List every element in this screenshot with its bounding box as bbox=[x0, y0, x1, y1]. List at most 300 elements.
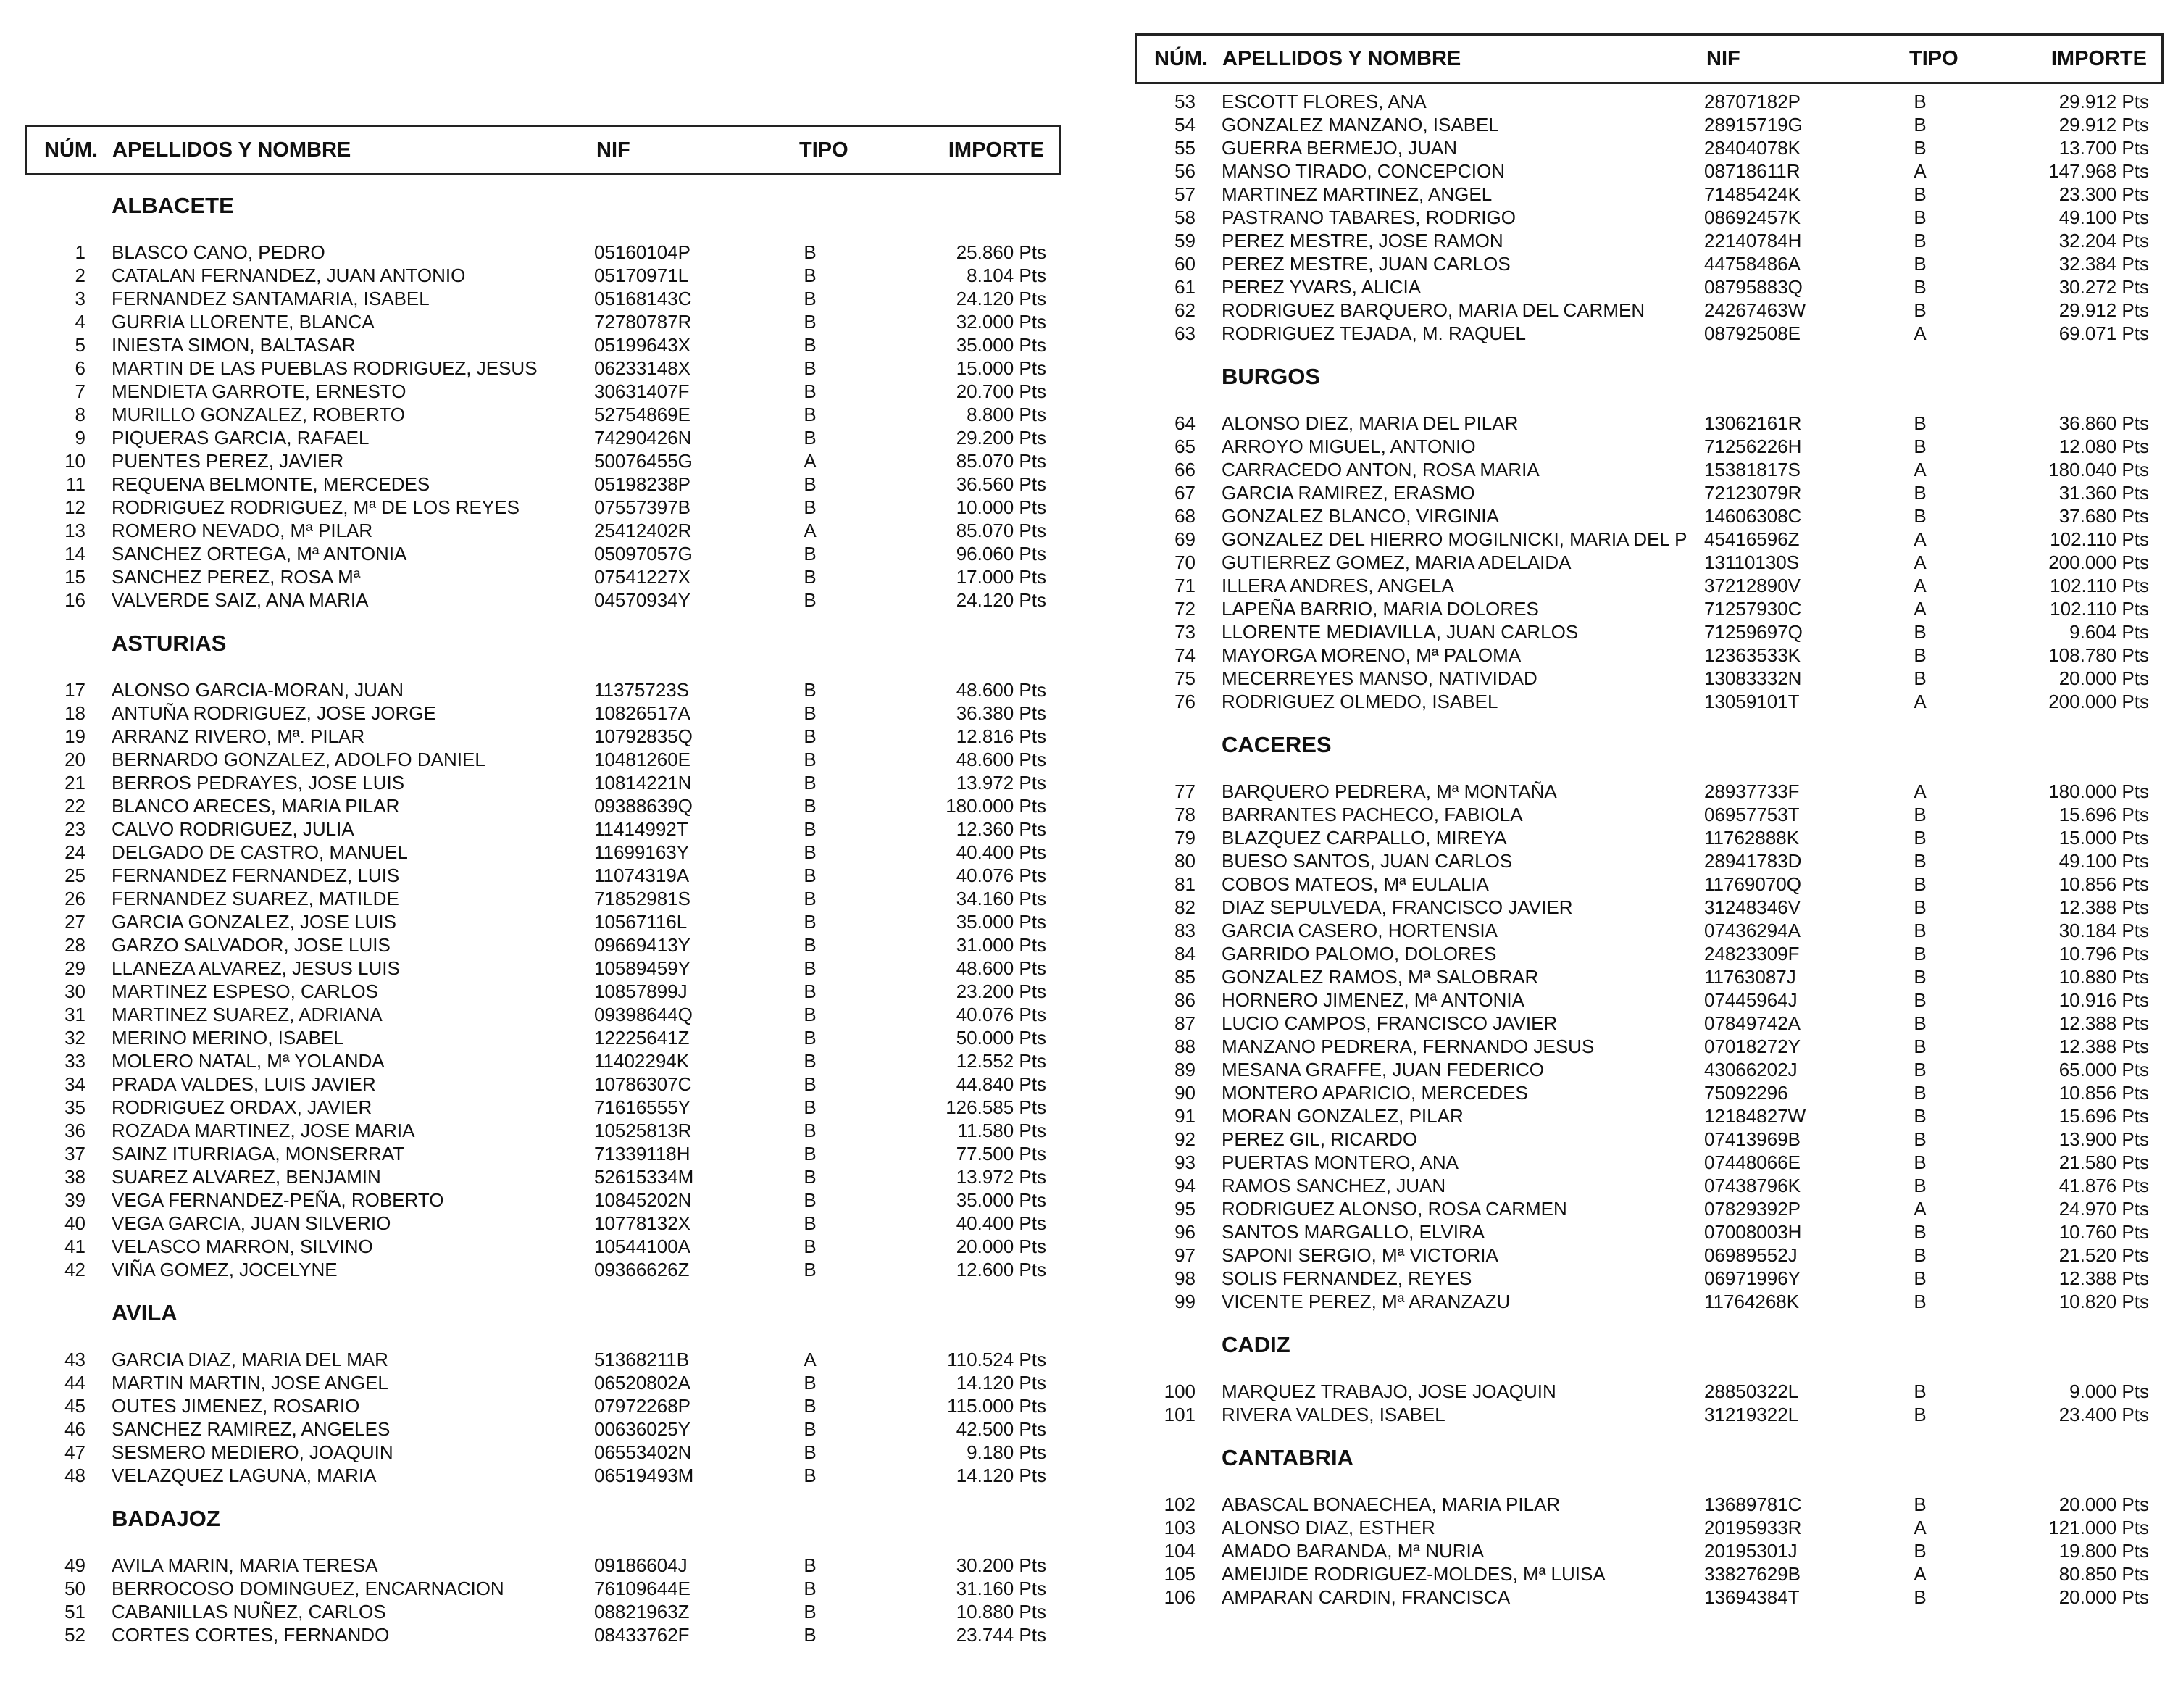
row-tipo: B bbox=[804, 1624, 817, 1646]
row-tipo: B bbox=[1914, 1059, 1927, 1080]
row-importe: 24.970 Pts bbox=[2058, 1198, 2149, 1220]
table-row bbox=[25, 1417, 1061, 1441]
table-row bbox=[25, 910, 1061, 933]
row-nif: 07829392P bbox=[1704, 1198, 1801, 1220]
row-importe: 15.696 Pts bbox=[2058, 1105, 2149, 1127]
row-tipo: A bbox=[1914, 322, 1927, 344]
row-importe: 12.388 Pts bbox=[2058, 1012, 2149, 1034]
table-row bbox=[1135, 965, 2164, 988]
row-nif: 10567116L bbox=[594, 911, 688, 933]
row-name: FERNANDEZ FERNANDEZ, LUIS bbox=[112, 865, 400, 886]
row-num: 1 bbox=[75, 241, 85, 263]
table-row bbox=[1135, 780, 2164, 803]
table-row bbox=[25, 841, 1061, 864]
row-num: 86 bbox=[1174, 989, 1196, 1011]
table-row bbox=[25, 403, 1061, 426]
row-nif: 28707182P bbox=[1704, 91, 1801, 112]
row-name: GARZO SALVADOR, JOSE LUIS bbox=[112, 934, 391, 956]
row-nif: 74290426N bbox=[594, 427, 692, 449]
row-num: 9 bbox=[75, 427, 85, 449]
row-importe: 121.000 Pts bbox=[2048, 1517, 2149, 1538]
row-num: 65 bbox=[1174, 436, 1196, 457]
row-importe: 20.000 Pts bbox=[956, 1236, 1046, 1257]
table-row bbox=[25, 333, 1061, 357]
row-tipo: B bbox=[804, 380, 817, 402]
left-column bbox=[25, 125, 1061, 1646]
row-name: GARCIA RAMIREZ, ERASMO bbox=[1222, 482, 1475, 504]
row-name: MONTERO APARICIO, MERCEDES bbox=[1222, 1082, 1528, 1104]
table-row bbox=[25, 472, 1061, 496]
row-importe: 30.200 Pts bbox=[956, 1554, 1046, 1576]
row-tipo: A bbox=[1914, 575, 1927, 596]
row-importe: 10.820 Pts bbox=[2058, 1291, 2149, 1312]
row-num: 38 bbox=[64, 1166, 85, 1188]
row-name: COBOS MATEOS, Mª EULALIA bbox=[1222, 873, 1489, 895]
row-nif: 31248346V bbox=[1704, 896, 1801, 918]
province-section bbox=[25, 1501, 1061, 1646]
row-tipo: B bbox=[1914, 1175, 1927, 1196]
row-name: RODRIGUEZ TEJADA, M. RAQUEL bbox=[1222, 322, 1526, 344]
table-row bbox=[25, 1096, 1061, 1119]
table-row bbox=[25, 864, 1061, 887]
table-row bbox=[25, 817, 1061, 841]
row-name: PEREZ MESTRE, JUAN CARLOS bbox=[1222, 253, 1511, 275]
header-num: NÚM. bbox=[1154, 47, 1209, 70]
row-tipo: A bbox=[1914, 160, 1927, 182]
table-row bbox=[1135, 551, 2164, 574]
row-num: 15 bbox=[64, 566, 85, 588]
row-num: 23 bbox=[64, 818, 85, 840]
row-tipo: B bbox=[1914, 183, 1927, 205]
row-tipo: A bbox=[804, 520, 817, 541]
row-importe: 10.916 Pts bbox=[2058, 989, 2149, 1011]
row-tipo: B bbox=[1914, 1586, 1927, 1608]
row-num: 40 bbox=[64, 1212, 85, 1234]
row-nif: 28915719G bbox=[1704, 114, 1803, 136]
province-title: ASTURIAS bbox=[112, 630, 227, 656]
row-importe: 110.524 Pts bbox=[947, 1349, 1046, 1370]
row-nif: 11074319A bbox=[594, 865, 690, 886]
row-num: 29 bbox=[64, 957, 85, 979]
row-name: MOLERO NATAL, Mª YOLANDA bbox=[112, 1050, 385, 1072]
row-nif: 09186604J bbox=[594, 1554, 688, 1576]
row-importe: 8.800 Pts bbox=[967, 404, 1046, 425]
row-num: 30 bbox=[64, 980, 85, 1002]
row-num: 41 bbox=[64, 1236, 85, 1257]
row-nif: 04570934Y bbox=[594, 589, 691, 611]
table-row bbox=[25, 1464, 1061, 1487]
row-num: 27 bbox=[64, 911, 85, 933]
row-nif: 07849742A bbox=[1704, 1012, 1801, 1034]
row-num: 35 bbox=[64, 1096, 85, 1118]
row-importe: 200.000 Pts bbox=[2048, 551, 2149, 573]
row-tipo: B bbox=[1914, 137, 1927, 159]
row-name: MAYORGA MORENO, Mª PALOMA bbox=[1222, 644, 1522, 666]
row-tipo: B bbox=[1914, 667, 1927, 689]
table-row bbox=[1135, 1290, 2164, 1313]
row-importe: 180.000 Pts bbox=[2048, 780, 2149, 802]
row-importe: 40.400 Pts bbox=[956, 841, 1046, 863]
row-tipo: B bbox=[1914, 482, 1927, 504]
row-num: 104 bbox=[1164, 1540, 1196, 1562]
table-row bbox=[25, 771, 1061, 794]
row-tipo: B bbox=[804, 749, 817, 770]
row-tipo: B bbox=[804, 427, 817, 449]
row-num: 59 bbox=[1174, 230, 1196, 251]
row-importe: 85.070 Pts bbox=[956, 520, 1046, 541]
table-row bbox=[1135, 252, 2164, 275]
row-importe: 69.071 Pts bbox=[2058, 322, 2149, 344]
row-tipo: A bbox=[1914, 459, 1927, 480]
row-nif: 22140784H bbox=[1704, 230, 1802, 251]
row-num: 53 bbox=[1174, 91, 1196, 112]
row-tipo: B bbox=[804, 334, 817, 356]
table-row bbox=[25, 1371, 1061, 1394]
row-name: PASTRANO TABARES, RODRIGO bbox=[1222, 207, 1516, 228]
row-name: SOLIS FERNANDEZ, REYES bbox=[1222, 1267, 1472, 1289]
row-tipo: B bbox=[804, 1050, 817, 1072]
row-num: 92 bbox=[1174, 1128, 1196, 1150]
row-num: 10 bbox=[64, 450, 85, 472]
row-importe: 11.580 Pts bbox=[957, 1120, 1046, 1141]
row-tipo: B bbox=[804, 1004, 817, 1025]
row-importe: 48.600 Pts bbox=[956, 957, 1046, 979]
row-nif: 05168143C bbox=[594, 288, 692, 309]
row-name: RODRIGUEZ OLMEDO, ISABEL bbox=[1222, 691, 1498, 712]
row-num: 78 bbox=[1174, 804, 1196, 825]
row-nif: 10857899J bbox=[594, 980, 688, 1002]
table-row bbox=[1135, 1081, 2164, 1104]
row-name: SANCHEZ ORTEGA, Mª ANTONIA bbox=[112, 543, 407, 565]
row-num: 71 bbox=[1174, 575, 1196, 596]
table-row bbox=[25, 588, 1061, 612]
row-name: PEREZ MESTRE, JOSE RAMON bbox=[1222, 230, 1503, 251]
row-tipo: B bbox=[804, 1578, 817, 1599]
row-nif: 10786307C bbox=[594, 1073, 692, 1095]
row-name: RODRIGUEZ ALONSO, ROSA CARMEN bbox=[1222, 1198, 1567, 1220]
row-tipo: A bbox=[804, 450, 817, 472]
row-nif: 28937733F bbox=[1704, 780, 1800, 802]
row-nif: 20195301J bbox=[1704, 1540, 1798, 1562]
row-nif: 76109644E bbox=[594, 1578, 691, 1599]
row-num: 47 bbox=[64, 1441, 85, 1463]
row-tipo: B bbox=[804, 1096, 817, 1118]
row-tipo: B bbox=[1914, 1291, 1927, 1312]
row-nif: 30631407F bbox=[594, 380, 690, 402]
row-nif: 10481260E bbox=[594, 749, 691, 770]
table-row bbox=[25, 1623, 1061, 1646]
row-num: 42 bbox=[64, 1259, 85, 1280]
row-nif: 13694384T bbox=[1704, 1586, 1800, 1608]
row-nif: 08795883Q bbox=[1704, 276, 1803, 298]
row-name: ANTUÑA RODRIGUEZ, JOSE JORGE bbox=[112, 702, 436, 724]
row-nif: 09669413Y bbox=[594, 934, 691, 956]
row-name: RODRIGUEZ RODRIGUEZ, Mª DE LOS REYES bbox=[112, 496, 520, 518]
row-name: AVILA MARIN, MARIA TERESA bbox=[112, 1554, 378, 1576]
row-nif: 07436294A bbox=[1704, 920, 1801, 941]
row-name: DIAZ SEPULVEDA, FRANCISCO JAVIER bbox=[1222, 896, 1573, 918]
row-nif: 24267463W bbox=[1704, 299, 1806, 321]
table-row bbox=[25, 357, 1061, 380]
row-tipo: B bbox=[1914, 1128, 1927, 1150]
province-title: CACERES bbox=[1222, 732, 1332, 757]
row-name: SAPONI SERGIO, Mª VICTORIA bbox=[1222, 1244, 1498, 1266]
row-num: 17 bbox=[64, 679, 85, 701]
row-tipo: B bbox=[804, 264, 817, 286]
row-num: 33 bbox=[64, 1050, 85, 1072]
row-num: 73 bbox=[1174, 621, 1196, 643]
row-num: 14 bbox=[64, 543, 85, 565]
row-importe: 20.000 Pts bbox=[2058, 1586, 2149, 1608]
row-importe: 10.760 Pts bbox=[2058, 1221, 2149, 1243]
row-num: 61 bbox=[1174, 276, 1196, 298]
row-nif: 72780787R bbox=[594, 311, 692, 333]
row-importe: 200.000 Pts bbox=[2048, 691, 2149, 712]
row-importe: 30.272 Pts bbox=[2058, 276, 2149, 298]
row-nif: 44758486A bbox=[1704, 253, 1801, 275]
row-nif: 71257930C bbox=[1704, 598, 1802, 620]
row-name: REQUENA BELMONTE, MERCEDES bbox=[112, 473, 430, 495]
row-importe: 24.120 Pts bbox=[956, 288, 1046, 309]
province-section bbox=[1135, 1441, 2164, 1609]
row-tipo: B bbox=[804, 1212, 817, 1234]
row-num: 7 bbox=[75, 380, 85, 402]
row-tipo: B bbox=[1914, 1036, 1927, 1057]
row-num: 6 bbox=[75, 357, 85, 379]
row-tipo: B bbox=[1914, 1105, 1927, 1127]
row-nif: 06989552J bbox=[1704, 1244, 1798, 1266]
row-tipo: B bbox=[804, 795, 817, 817]
table-row bbox=[1135, 826, 2164, 849]
row-num: 34 bbox=[64, 1073, 85, 1095]
province-section bbox=[1135, 84, 2164, 345]
right-column bbox=[1135, 33, 2164, 1609]
row-importe: 8.104 Pts bbox=[967, 264, 1046, 286]
table-row bbox=[1135, 597, 2164, 620]
table-row bbox=[25, 1212, 1061, 1235]
row-num: 13 bbox=[64, 520, 85, 541]
row-name: VALVERDE SAIZ, ANA MARIA bbox=[112, 589, 369, 611]
row-nif: 07018272Y bbox=[1704, 1036, 1801, 1057]
row-nif: 10845202N bbox=[594, 1189, 692, 1211]
row-name: CABANILLAS NUÑEZ, CARLOS bbox=[112, 1601, 386, 1622]
table-row bbox=[1135, 1586, 2164, 1609]
table-row bbox=[1135, 690, 2164, 713]
table-row bbox=[1135, 159, 2164, 183]
row-nif: 06519493M bbox=[594, 1465, 694, 1486]
table-row bbox=[25, 287, 1061, 310]
table-row bbox=[1135, 322, 2164, 345]
header-name: APELLIDOS Y NOMBRE bbox=[1222, 47, 1461, 70]
row-name: CATALAN FERNANDEZ, JUAN ANTONIO bbox=[112, 264, 466, 286]
row-num: 101 bbox=[1164, 1404, 1196, 1425]
table-row bbox=[25, 678, 1061, 701]
row-num: 45 bbox=[64, 1395, 85, 1417]
table-row bbox=[25, 426, 1061, 449]
row-importe: 49.100 Pts bbox=[2058, 207, 2149, 228]
row-importe: 13.700 Pts bbox=[2058, 137, 2149, 159]
row-nif: 07972268P bbox=[594, 1395, 691, 1417]
table-row bbox=[25, 725, 1061, 748]
row-tipo: B bbox=[1914, 276, 1927, 298]
table-row bbox=[25, 1049, 1061, 1072]
table-row bbox=[1135, 1380, 2164, 1403]
row-name: BARRANTES PACHECO, FABIOLA bbox=[1222, 804, 1523, 825]
row-importe: 31.360 Pts bbox=[2058, 482, 2149, 504]
row-nif: 28941783D bbox=[1704, 850, 1802, 872]
row-importe: 115.000 Pts bbox=[947, 1395, 1046, 1417]
table-row bbox=[25, 264, 1061, 287]
row-name: MARQUEZ TRABAJO, JOSE JOAQUIN bbox=[1222, 1380, 1556, 1402]
table-row bbox=[1135, 1267, 2164, 1290]
row-num: 57 bbox=[1174, 183, 1196, 205]
row-nif: 11402294K bbox=[594, 1050, 690, 1072]
row-nif: 37212890V bbox=[1704, 575, 1801, 596]
table-row bbox=[1135, 1151, 2164, 1174]
row-importe: 29.912 Pts bbox=[2058, 114, 2149, 136]
table-row bbox=[25, 380, 1061, 403]
row-tipo: B bbox=[1914, 253, 1927, 275]
row-nif: 51368211B bbox=[594, 1349, 690, 1370]
table-row bbox=[1135, 1012, 2164, 1035]
row-num: 77 bbox=[1174, 780, 1196, 802]
row-importe: 12.388 Pts bbox=[2058, 1267, 2149, 1289]
row-name: GONZALEZ MANZANO, ISABEL bbox=[1222, 114, 1499, 136]
row-importe: 180.000 Pts bbox=[946, 795, 1046, 817]
table-row bbox=[25, 887, 1061, 910]
table-row bbox=[1135, 1058, 2164, 1081]
row-nif: 13059101T bbox=[1704, 691, 1800, 712]
row-tipo: B bbox=[1914, 896, 1927, 918]
table-row bbox=[1135, 1174, 2164, 1197]
row-importe: 80.850 Pts bbox=[2058, 1563, 2149, 1585]
table-row bbox=[1135, 574, 2164, 597]
row-importe: 12.360 Pts bbox=[956, 818, 1046, 840]
row-nif: 71852981S bbox=[594, 888, 691, 909]
table-row bbox=[25, 1119, 1061, 1142]
row-tipo: B bbox=[1914, 114, 1927, 136]
row-name: ROZADA MARTINEZ, JOSE MARIA bbox=[112, 1120, 415, 1141]
row-tipo: A bbox=[1914, 780, 1927, 802]
row-importe: 30.184 Pts bbox=[2058, 920, 2149, 941]
table-row bbox=[25, 1188, 1061, 1212]
row-name: ILLERA ANDRES, ANGELA bbox=[1222, 575, 1454, 596]
row-nif: 71256226H bbox=[1704, 436, 1802, 457]
table-header-left bbox=[25, 125, 1061, 175]
row-importe: 36.380 Pts bbox=[956, 702, 1046, 724]
row-name: INIESTA SIMON, BALTASAR bbox=[112, 334, 356, 356]
row-tipo: B bbox=[1914, 1151, 1927, 1173]
row-importe: 36.560 Pts bbox=[956, 473, 1046, 495]
row-tipo: B bbox=[1914, 1540, 1927, 1562]
row-num: 106 bbox=[1164, 1586, 1196, 1608]
row-tipo: B bbox=[804, 772, 817, 793]
row-nif: 11763087J bbox=[1704, 966, 1796, 988]
row-num: 4 bbox=[75, 311, 85, 333]
row-nif: 75092296 bbox=[1704, 1082, 1788, 1104]
row-importe: 48.600 Pts bbox=[956, 749, 1046, 770]
row-tipo: B bbox=[804, 311, 817, 333]
row-importe: 40.076 Pts bbox=[956, 1004, 1046, 1025]
row-tipo: B bbox=[1914, 850, 1927, 872]
row-nif: 28404078K bbox=[1704, 137, 1801, 159]
header-tipo: TIPO bbox=[1909, 47, 1958, 70]
row-num: 67 bbox=[1174, 482, 1196, 504]
row-nif: 52615334M bbox=[594, 1166, 694, 1188]
row-name: SANCHEZ PEREZ, ROSA Mª bbox=[112, 566, 361, 588]
row-name: CALVO RODRIGUEZ, JULIA bbox=[112, 818, 354, 840]
header-importe: IMPORTE bbox=[948, 138, 1044, 162]
row-num: 18 bbox=[64, 702, 85, 724]
row-nif: 14606308C bbox=[1704, 505, 1802, 527]
row-tipo: B bbox=[1914, 207, 1927, 228]
province-title: CANTABRIA bbox=[1222, 1445, 1353, 1470]
province-title: CADIZ bbox=[1222, 1332, 1290, 1357]
table-row bbox=[25, 1394, 1061, 1417]
row-nif: 13083332N bbox=[1704, 667, 1802, 689]
row-importe: 13.900 Pts bbox=[2058, 1128, 2149, 1150]
row-importe: 20.700 Pts bbox=[956, 380, 1046, 402]
row-num: 24 bbox=[64, 841, 85, 863]
row-name: FERNANDEZ SUAREZ, MATILDE bbox=[112, 888, 399, 909]
row-name: SUAREZ ALVAREZ, BENJAMIN bbox=[112, 1166, 381, 1188]
table-row bbox=[25, 310, 1061, 333]
row-nif: 08821963Z bbox=[594, 1601, 690, 1622]
row-name: SAINZ ITURRIAGA, MONSERRAT bbox=[112, 1143, 404, 1165]
row-importe: 147.968 Pts bbox=[2048, 160, 2149, 182]
row-importe: 13.972 Pts bbox=[956, 772, 1046, 793]
table-row bbox=[25, 748, 1061, 771]
row-num: 76 bbox=[1174, 691, 1196, 712]
row-tipo: B bbox=[1914, 943, 1927, 965]
row-nif: 09388639Q bbox=[594, 795, 693, 817]
row-num: 3 bbox=[75, 288, 85, 309]
row-name: ARRANZ RIVERO, Mª. PILAR bbox=[112, 725, 365, 747]
row-nif: 06971996Y bbox=[1704, 1267, 1801, 1289]
row-tipo: B bbox=[1914, 299, 1927, 321]
row-name: ARROYO MIGUEL, ANTONIO bbox=[1222, 436, 1476, 457]
row-nif: 05170971L bbox=[594, 264, 689, 286]
row-importe: 126.585 Pts bbox=[946, 1096, 1046, 1118]
row-nif: 11375723S bbox=[594, 679, 690, 701]
row-tipo: B bbox=[804, 679, 817, 701]
row-tipo: A bbox=[1914, 528, 1927, 550]
province-title: BADAJOZ bbox=[112, 1506, 220, 1531]
row-importe: 48.600 Pts bbox=[956, 679, 1046, 701]
row-num: 70 bbox=[1174, 551, 1196, 573]
table-row bbox=[1135, 872, 2164, 896]
row-num: 16 bbox=[64, 589, 85, 611]
row-num: 31 bbox=[64, 1004, 85, 1025]
row-tipo: B bbox=[1914, 91, 1927, 112]
row-importe: 19.800 Pts bbox=[2058, 1540, 2149, 1562]
table-row bbox=[25, 1235, 1061, 1258]
row-importe: 102.110 Pts bbox=[2050, 575, 2149, 596]
row-importe: 15.000 Pts bbox=[956, 357, 1046, 379]
row-name: VELAZQUEZ LAGUNA, MARIA bbox=[112, 1465, 377, 1486]
row-importe: 14.120 Pts bbox=[956, 1465, 1046, 1486]
row-importe: 42.500 Pts bbox=[956, 1418, 1046, 1440]
row-name: SANCHEZ RAMIREZ, ANGELES bbox=[112, 1418, 391, 1440]
row-nif: 50076455G bbox=[594, 450, 693, 472]
table-header-right bbox=[1135, 33, 2164, 84]
table-row bbox=[25, 701, 1061, 725]
table-row bbox=[1135, 275, 2164, 299]
row-name: CORTES CORTES, FERNANDO bbox=[112, 1624, 390, 1646]
row-nif: 25412402R bbox=[594, 520, 692, 541]
row-num: 52 bbox=[64, 1624, 85, 1646]
row-importe: 23.300 Pts bbox=[2058, 183, 2149, 205]
